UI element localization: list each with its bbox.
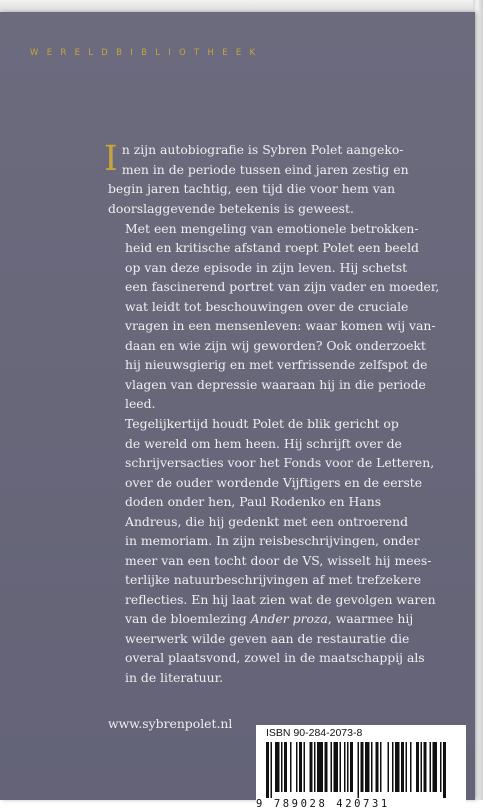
barcode-bar — [371, 742, 373, 792]
series-title: WERELDBIBLIOTHEEK — [30, 48, 264, 58]
blurb-text — [104, 139, 440, 687]
blurb-line: doorslaggevende betekenis is geweest. — [108, 200, 354, 216]
barcode-bars — [260, 742, 462, 798]
barcode-bar — [334, 742, 339, 792]
blurb-line: meer van een tocht door de VS, wisselt hij mees- — [125, 552, 432, 568]
barcode-bar — [388, 742, 390, 792]
barcode-bar — [266, 742, 269, 798]
barcode-bar — [401, 742, 404, 792]
blurb-line: op van deze episode in zijn leven. Hij schetst — [125, 259, 408, 275]
blurb-line: begin jaren tachtig, een tijd die voor hem van — [108, 181, 396, 196]
barcode-bar — [290, 742, 292, 792]
blurb-line: doden onder hen, Paul Rodenko en Hans — [125, 494, 382, 509]
blurb-line: vlagen van depressie waaraan hij in die periode — [125, 376, 426, 392]
blurb-line: daan en wie zijn wij geworden? Ook onderzoekt — [125, 337, 426, 353]
blurb-line: leed. — [125, 396, 156, 411]
barcode-bar — [299, 742, 302, 792]
blurb-line: reflecties. En hij laat zien wat de gevolgen waren — [125, 591, 436, 607]
barcode-bar — [361, 742, 364, 792]
barcode-bar — [392, 742, 394, 792]
website-url: www.sybrenpolet.nl — [108, 716, 233, 731]
barcode-bar — [424, 742, 427, 792]
barcode-bar — [395, 742, 400, 792]
blurb-line: n zijn autobiografie is Sybren Polet aangeko- — [121, 142, 404, 157]
barcode-bar — [281, 742, 283, 792]
blurb-line: Met een mengeling van emotionele betrokken- — [125, 220, 419, 236]
barcode-bar — [317, 742, 323, 792]
barcode-bar — [275, 742, 280, 792]
barcode-bar — [344, 742, 346, 792]
barcode-bar — [296, 742, 298, 792]
cover-top-edge — [0, 0, 475, 12]
barcode-bar — [443, 742, 446, 798]
barcode-bar — [380, 742, 382, 792]
blurb-line: een fascinerend portret van zijn vader en moeder, — [125, 279, 440, 294]
barcode-bar — [410, 742, 412, 792]
barcode-bar — [284, 742, 287, 792]
blurb-line: Andreus, die hij gedenkt met een ontroerend — [125, 513, 409, 529]
barcode-bar — [358, 742, 360, 798]
blurb-line: wat leidt tot beschouwingen over de cruciale — [125, 298, 409, 314]
blurb-line: de wereld om hem heen. Hij schrijft over de — [125, 435, 402, 451]
barcode-bar — [310, 742, 313, 792]
blurb-line: Tegelijkertijd houdt Polet de blik gericht op — [125, 416, 399, 431]
blurb-paragraph-3 — [108, 414, 436, 687]
blurb-line: van de bloemlezing Ander proza, waarmee hij — [125, 611, 414, 626]
blurb-line: in de literatuur. — [125, 669, 224, 685]
barcode-bar — [421, 742, 423, 792]
blurb-line: overal plaatsvond, zowel in de maatschappij als — [125, 650, 425, 665]
barcode-bar — [365, 742, 370, 792]
blurb-line: over de ouder wordende Vijftigers en de eerste — [125, 474, 423, 490]
isbn-number: ISBN 90-284-2073-8 — [266, 727, 363, 739]
barcode-bar — [416, 742, 419, 792]
barcode-bar — [304, 742, 306, 792]
barcode-bar — [433, 742, 438, 792]
blurb-line: weerwerk wilde geven aan de restauratie die — [125, 630, 410, 646]
barcode-bar — [430, 742, 432, 792]
barcode-bar — [271, 742, 273, 798]
blurb-paragraph-1 — [104, 139, 428, 218]
barcode-bar — [376, 742, 379, 792]
blurb-line: terlijke natuurbeschrijvingen af met trefzekere — [125, 572, 422, 587]
back-cover — [0, 12, 475, 810]
blurb-line: schrijversacties voor het Fonds voor de Letteren, — [125, 455, 435, 470]
blurb-line: in memoriam. In zijn reisbeschrijvingen, onder — [125, 533, 420, 548]
blurb-paragraph-2 — [108, 219, 440, 414]
barcode-bar — [314, 742, 316, 792]
blurb-line: men in de periode tussen eind jaren zestig en — [121, 161, 409, 177]
barcode-bar — [440, 742, 442, 792]
drop-cap: I — [104, 139, 118, 179]
barcode-bar — [331, 742, 333, 792]
blurb-line: heid en kritische afstand roept Polet een beeld — [125, 240, 419, 255]
barcode-label — [256, 725, 466, 810]
barcode-bar — [325, 742, 328, 792]
barcode-bar — [340, 742, 342, 792]
barcode-bar — [347, 742, 349, 792]
blurb-line: vragen in een mensenleven: waar komen wij van- — [125, 318, 436, 333]
ean-digits: 9 789028 420731 — [256, 798, 390, 810]
blurb-line: hij nieuwsgierig en met verfrissende zelfspot de — [125, 357, 428, 372]
barcode-bar — [406, 742, 408, 792]
barcode-bar — [350, 742, 353, 792]
